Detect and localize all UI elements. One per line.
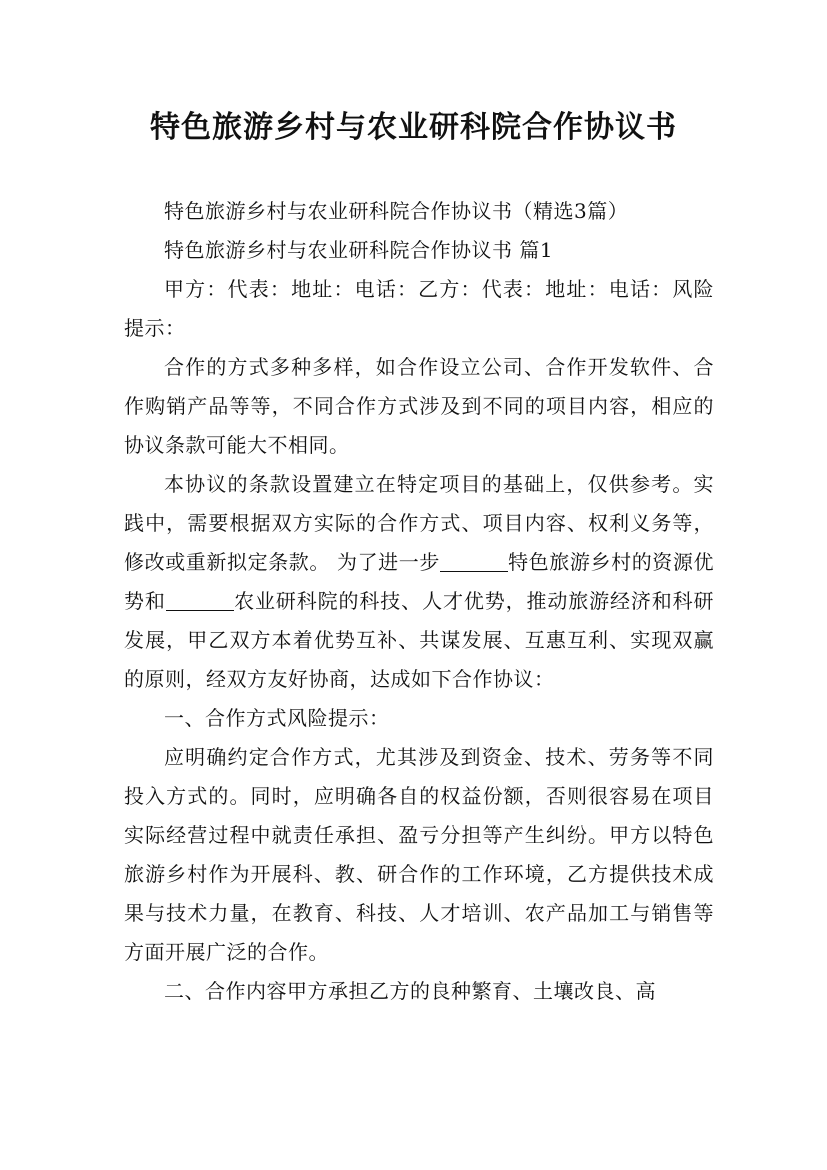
document-body [124,192,714,1011]
clause-2-start: 二、合作内容甲方承担乙方的良种繁育、土壤改良、高 [164,979,656,1003]
parties-line: 甲方：代表：地址：电话：乙方：代表：地址：电话：风险提示： [124,277,714,340]
clause-1-body: 应明确约定合作方式，尤其涉及到资金、技术、劳务等不同投入方式的。同时，应明确各自的权益份额，否则很容易在项目实际经营过程中就责任承担、盈亏分担等产生纠纷。甲方以特色旅游乡村作为开展科、教、研合作的工作环境，乙方提供技术成果与技术力量，在教育、科技、人才培训、农产品加工与销售等方面开展广泛的合作。 [124,745,714,964]
paragraph-basis-part-3: 农业研科院的科技、人才优势，推动旅游经济和科研发展，甲乙双方本着优势互补、共谋发展、互惠互利、实现双赢的原则，经双方友好协商，达成如下合作协议： [124,589,715,691]
paragraph-basis-part-2: 特色旅游乡村的资源优势和 [124,550,714,613]
clause-1-heading: 一、合作方式风险提示： [164,706,390,730]
paragraph-risk: 合作的方式多种多样，如合作设立公司、合作开发软件、合作购销产品等等，不同合作方式涉及到不同的项目内容，相应的协议条款可能大不相同。 [124,355,714,457]
fill-in-blank [440,551,508,572]
section-heading: 特色旅游乡村与农业研科院合作协议书 篇1 [164,238,554,262]
document-subtitle: 特色旅游乡村与农业研科院合作协议书（精选3篇） [164,199,629,223]
document-title: 特色旅游乡村与农业研科院合作协议书 [150,110,677,145]
paragraph-basis-part-1: 本协议的条款设置建立在特定项目的基础上，仅供参考。实践中，需要根据双方实际的合作方式、项目内容、权利义务等，修改或重新拟定条款。 为了进一步 [124,472,714,574]
paragraph-basis [124,465,714,699]
fill-in-blank [166,590,234,611]
